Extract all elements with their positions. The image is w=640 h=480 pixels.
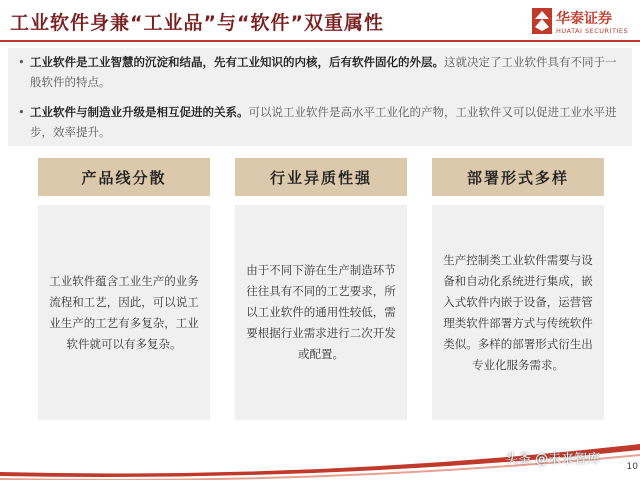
summary-bullets bbox=[8, 48, 632, 146]
column-header-product-line: 产品线分散 bbox=[38, 158, 210, 196]
bullet-bold-text: 工业软件与制造业升级是相互促进的关系。 bbox=[30, 105, 249, 119]
title-divider bbox=[0, 40, 640, 42]
column-body-text: 生产控制类工业软件需要与设备和自动化系统进行集成，嵌入式软件内嵌于设备，运营管理类软件部署方式与传统软件类似。多样的部署形式衍生出专业化服务需求。 bbox=[443, 252, 593, 372]
column-header-deployment: 部署形式多样 bbox=[432, 158, 604, 196]
bullet-item bbox=[18, 102, 622, 142]
bullet-marker: • bbox=[18, 105, 25, 119]
column-body-heterogeneity bbox=[235, 205, 407, 420]
column-body-deployment bbox=[432, 205, 604, 420]
huatai-logo-icon bbox=[532, 8, 552, 34]
bullet-text bbox=[18, 102, 622, 142]
column-body-text: 由于不同下游在生产制造环节往往具有不同的工艺要求，所以工业软件的通用性较低，需要根据行业需求进行二次开发或配置。 bbox=[246, 263, 396, 361]
page-number: 10 bbox=[626, 462, 638, 472]
page-title: 工业软件身兼“工业品”与“软件”双重属性 bbox=[10, 12, 384, 34]
column-header-heterogeneity: 行业异质性强 bbox=[235, 158, 407, 196]
bullet-item bbox=[18, 52, 622, 92]
company-logo bbox=[532, 6, 636, 38]
logo-name-cn: 华泰证券 bbox=[556, 11, 612, 27]
logo-name-en: HUATAI SECURITIES bbox=[556, 27, 629, 35]
bullet-rest-text: 可以说工业软件是高水平工业化的产物，工业软件又可以促进工业水平进步，效率提升。 bbox=[30, 105, 617, 139]
column-body-product-line bbox=[38, 205, 210, 420]
bullet-bold-text: 工业软件是工业智慧的沉淀和结晶，先有工业知识的内核，后有软件固化的外层。 bbox=[30, 55, 444, 69]
bullet-marker: • bbox=[18, 55, 25, 69]
bullet-text bbox=[18, 52, 622, 92]
bullet-rest-text: 这就决定了工业软件具有不同于一般软件的特点。 bbox=[30, 55, 617, 89]
column-body-text: 工业软件蕴含工业生产的业务流程和工艺，因此，可以说工业生产的工艺有多复杂，工业软件就可以有多复杂。 bbox=[49, 273, 199, 351]
watermark: 头条 @未来智库 bbox=[505, 452, 601, 467]
